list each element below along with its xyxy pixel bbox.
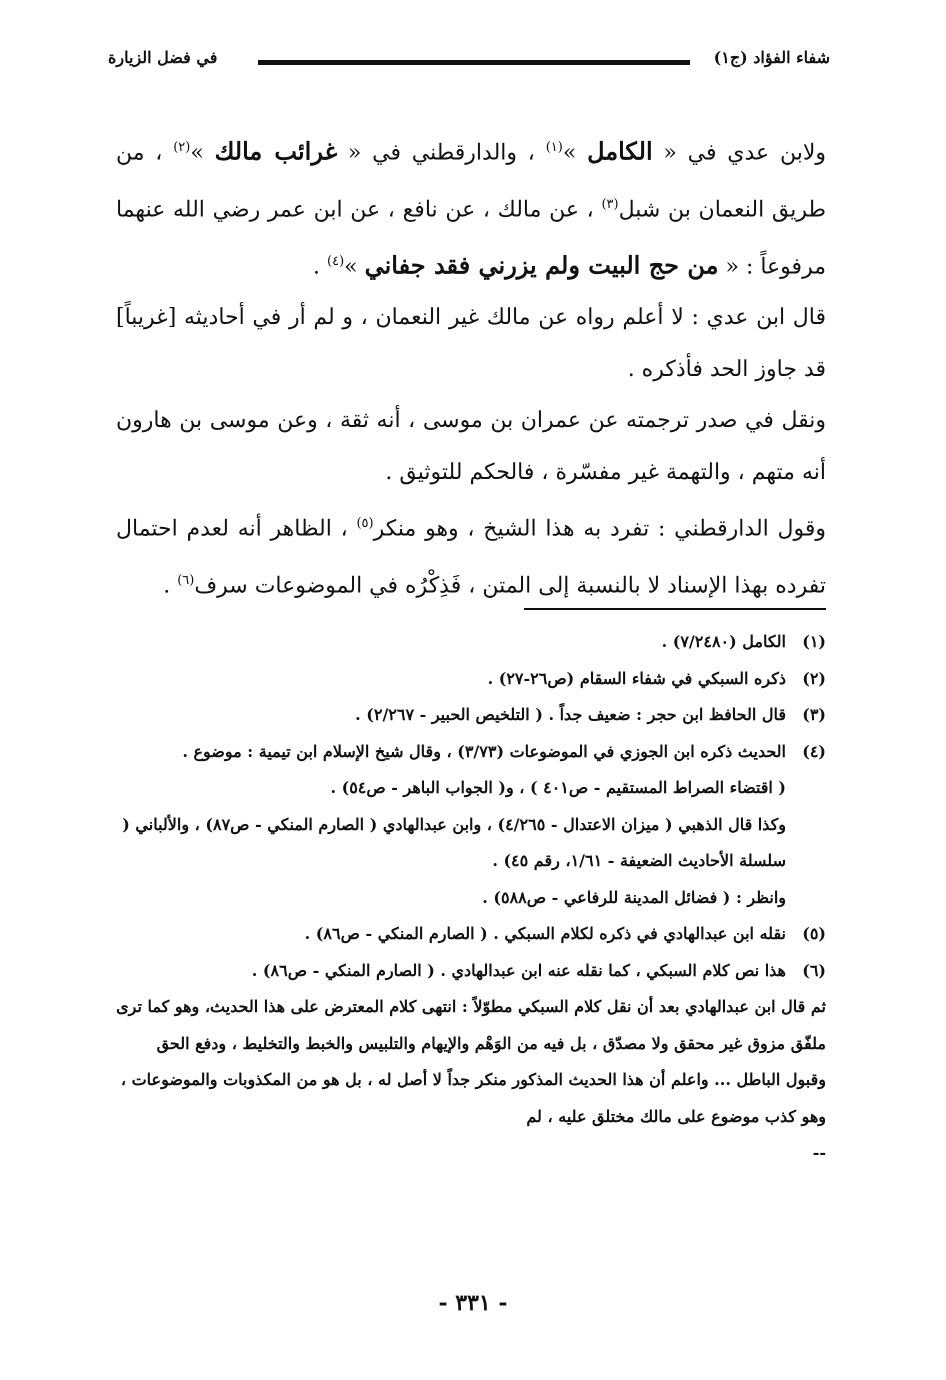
footnote-text: هذا نص كلام السبكي ، كما نقله عنه ابن عبدالهادي . ( الصارم المنكي - ص٨٦) . [251, 960, 786, 980]
footnote-ref-2[interactable]: (٢) [173, 140, 191, 155]
text-run: » [344, 253, 365, 279]
text-run: ولابن عدي في « [652, 140, 826, 166]
footnote-number: (٦) [802, 960, 826, 980]
hadith-text: من حج البيت ولم يزرني فقد جفاني [364, 249, 719, 279]
header-book-title: شفاء الفؤاد (ج١) [713, 48, 830, 67]
footnote-separator [524, 608, 826, 610]
footnote-6-dash: -- [812, 1143, 826, 1162]
text-run: ، من طريق النعمان بن شبل [116, 140, 826, 223]
text-run: ، الظاهر أنه لعدم احتمال تفرده بهذا الإسناد لا بالنسبة إلى المتن ، فَذِكْرُه في الموضوعات سرف [116, 516, 826, 599]
footnote-number: (٢) [802, 668, 826, 688]
footnote-ref-6[interactable]: (٦) [177, 573, 195, 589]
footnote-text: الحديث ذكره ابن الجوزي في الموضوعات (٣/٧٣) ، وقال شيخ الإسلام ابن تيمية : موضوع . [182, 741, 786, 761]
main-text [116, 122, 826, 612]
paragraph-1 [116, 122, 826, 292]
book-title-kamil: الكامل [587, 136, 653, 166]
footnote-ref-5[interactable]: (٥) [356, 516, 374, 532]
paragraph-2: قال ابن عدي : لا أعلم رواه عن مالك غير النعمان ، و لم أر في أحاديثه [غريباً] قد جاوز الحد فأذكره . [116, 305, 826, 382]
footnote-text: الكامل (٧/٢٤٨٠) . [661, 632, 786, 651]
text-run: » [190, 140, 215, 166]
footnote-ref-4[interactable]: (٤) [327, 253, 345, 269]
book-title-gharaib: غرائب مالك [214, 136, 338, 166]
footnote-4-line-2: ( اقتضاء الصراط المستقيم - ص٤٠١ ) ، و( الجواب الباهر - ص٥٤) . [330, 778, 786, 797]
text-run: . [313, 253, 328, 279]
text-run: . [163, 573, 178, 599]
footnote-2 [116, 661, 826, 698]
paragraph-4 [116, 498, 826, 612]
footnote-4-line-4: وانظر : ( فضائل المدينة للرفاعي - ص٥٨٨) . [482, 887, 786, 907]
footnote-5 [116, 916, 826, 953]
footnote-number: (٣) [802, 705, 826, 724]
footnote-1 [116, 624, 826, 661]
footnote-text: قال الحافظ ابن حجر : ضعيف جداً . ( التلخيص الحبير - ٢/٢٦٧) . [355, 705, 786, 724]
text-run: » [562, 140, 588, 166]
footnote-4-line-3: وكذا قال الذهبي ( ميزان الاعتدال - ٤/٢٦٥) ، وابن عبدالهادي ( الصارم المنكي - ص٨٧) ، والألباني ( سلسلة الأحاديث الضعيفة - ١/٦١، رقم ٤٥) . [122, 814, 786, 870]
footnote-3 [116, 697, 826, 734]
footnote-6 [116, 953, 826, 990]
text-run: ، والدارقطني في « [337, 140, 546, 166]
header-rule [258, 60, 690, 65]
footnote-number: (١) [802, 632, 826, 651]
header-chapter-title: في فضل الزيارة [108, 48, 218, 67]
footnote-4 [116, 734, 826, 771]
paragraph-3: ونقل في صدر ترجمته عن عمران بن موسى ، أنه ثقة ، وعن موسى بن هارون أنه متهم ، والتهمة غير مفسّرة ، فالحكم للتوثيق . [116, 408, 826, 485]
page-number: - ٣٣١ - [438, 1290, 508, 1316]
text-run: ، عن مالك ، عن نافع ، عن ابن عمر رضي الله عنهما مرفوعاً : « [116, 197, 826, 279]
footnote-6-continuation: ثم قال ابن عبدالهادي بعد أن نقل كلام السبكي مطوّلاً : انتهى كلام المعترض على هذا الحديث، وهو كما ترى ملفّق مزوق غير محقق ولا مصدّق ، بل فيه من الوَهْم والإيهام والتلبيس والخبط والتخليط ، ودفع الحق وقبول الباطل ... واعلم أن هذا الحديث المذكور منكر جداً لا أصل له ، بل هو من المكذوبات والموضوعات ، وهو كذب موضوع على مالك مختلق عليه ، لم [116, 997, 826, 1126]
footnote-number: (٤) [802, 741, 826, 761]
running-header [108, 44, 830, 84]
footnote-ref-1[interactable]: (١) [545, 140, 563, 155]
footnote-number: (٥) [802, 924, 826, 943]
text-run: وقول الدارقطني : تفرد به هذا الشيخ ، وهو منكر [373, 516, 827, 542]
footnote-text: ذكره السبكي في شفاء السقام (ص٢٦-٢٧) . [487, 668, 786, 688]
footnote-ref-3[interactable]: (٣) [601, 196, 619, 212]
footnote-text: نقله ابن عبدالهادي في ذكره لكلام السبكي . ( الصارم المنكي - ص٨٦) . [304, 924, 786, 943]
footnotes [116, 624, 826, 1172]
